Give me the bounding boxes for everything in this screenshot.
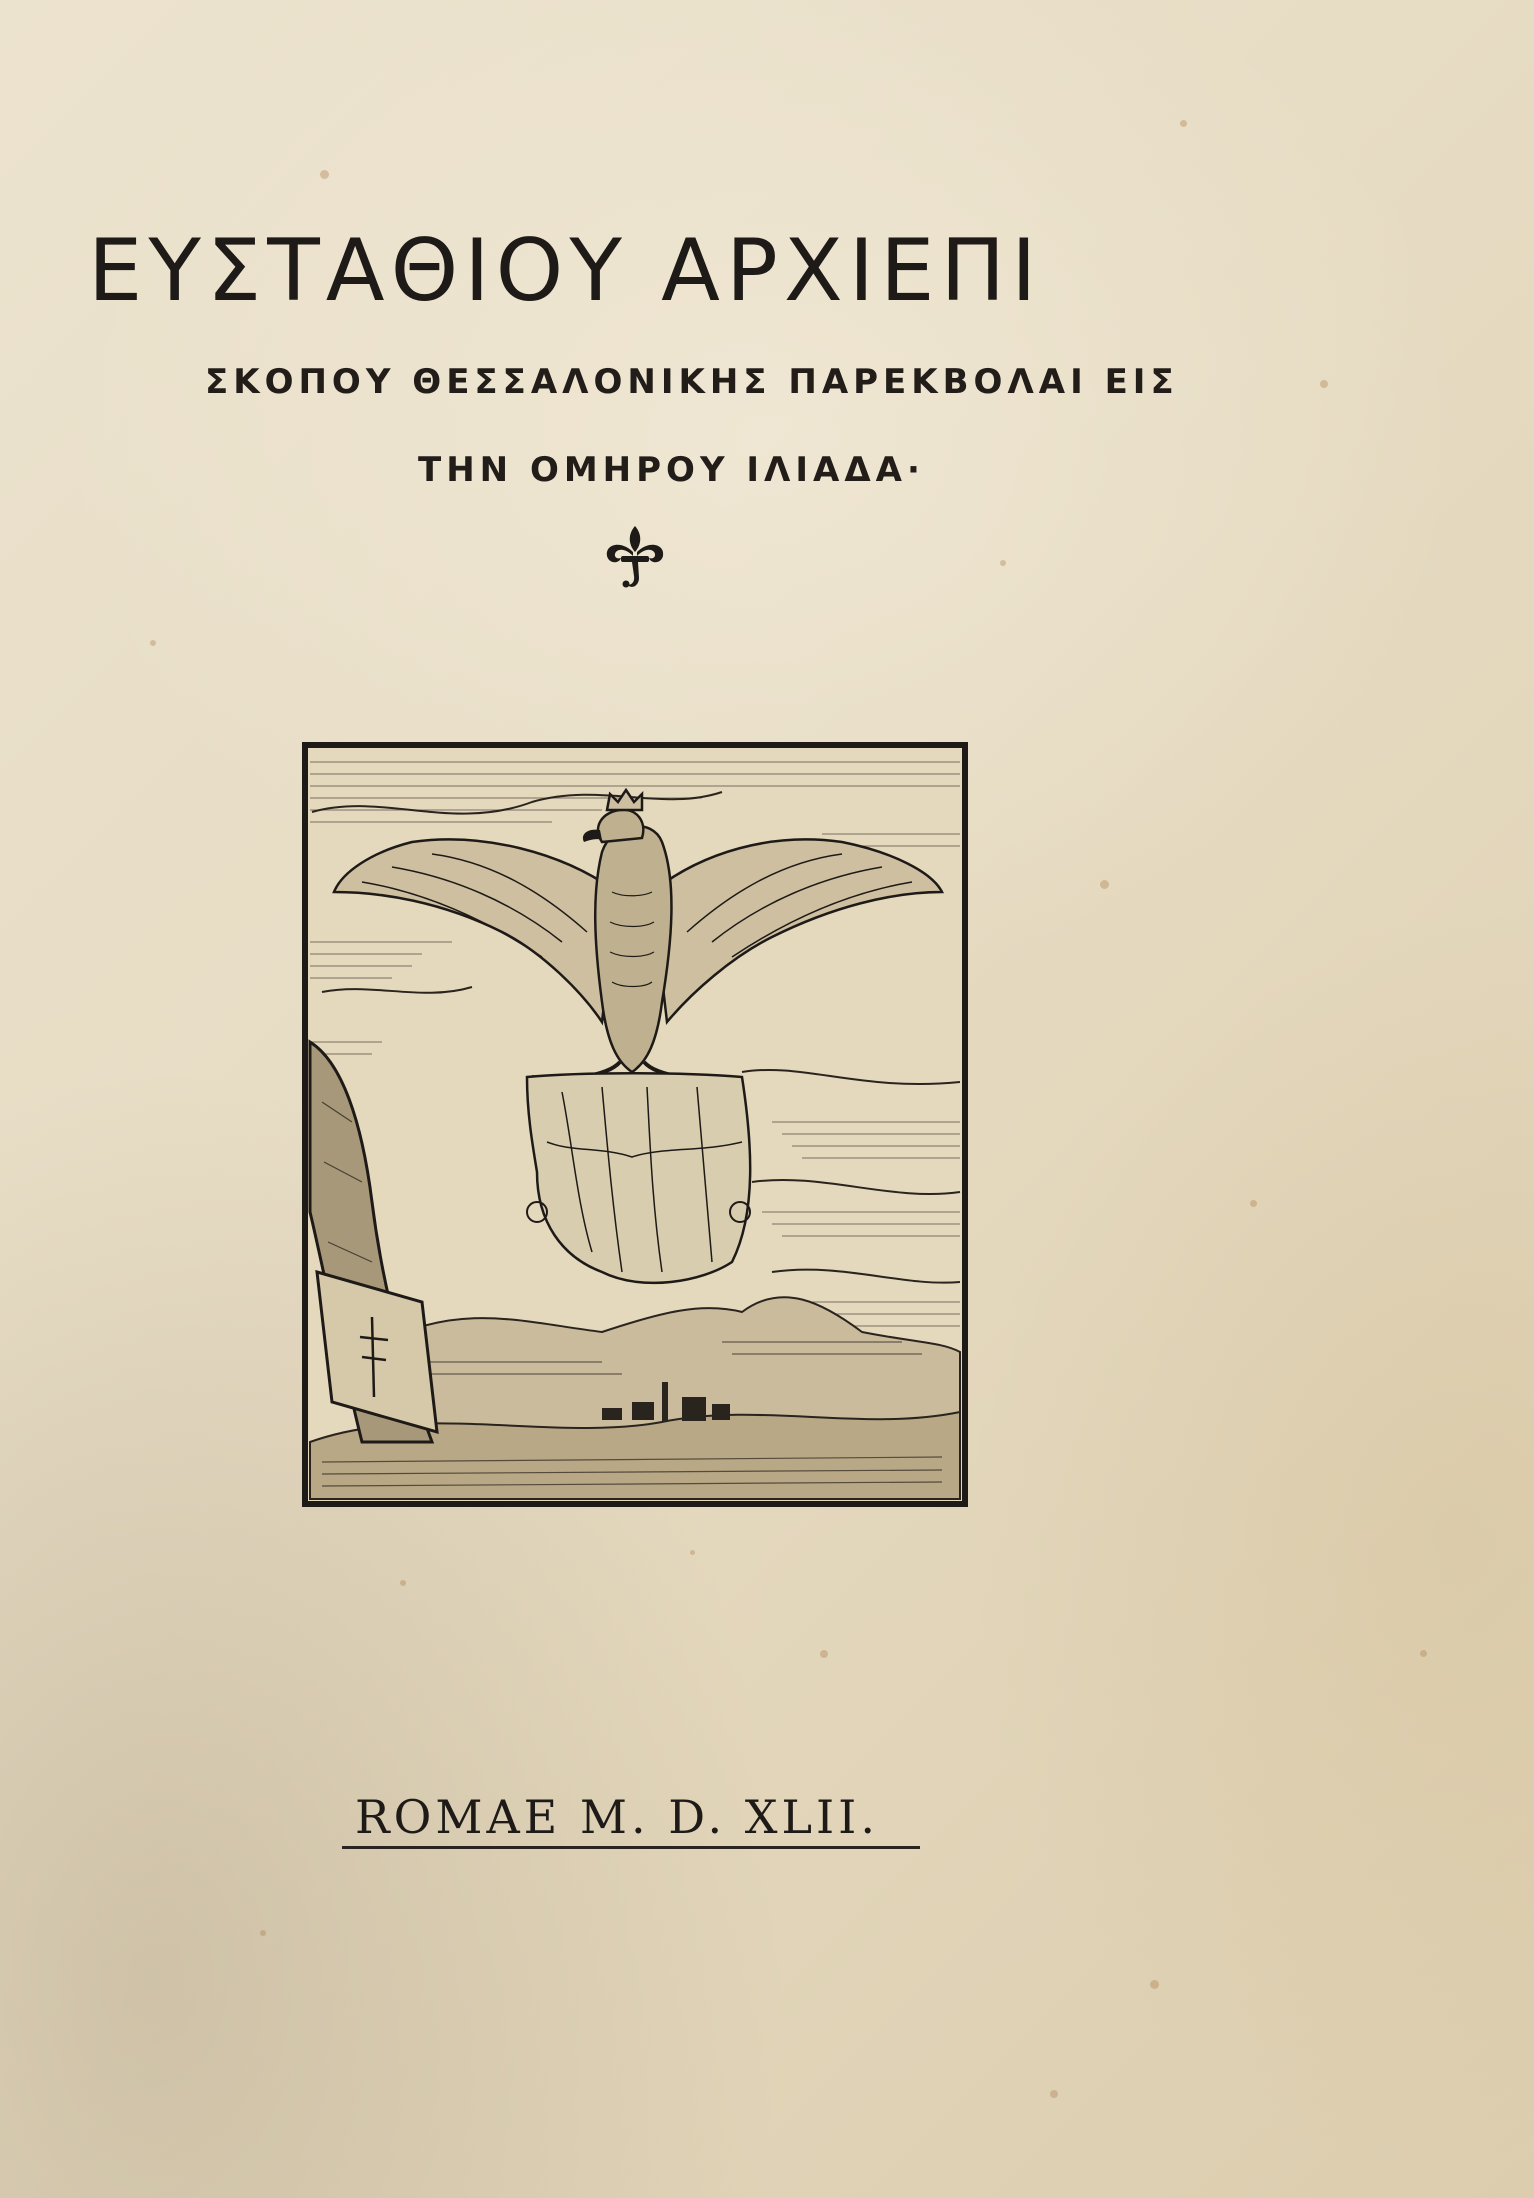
foxing-spot <box>1050 2090 1058 2098</box>
imprint-line: ROMAE M. D. XLII. <box>355 1790 879 1844</box>
foxing-spot <box>1320 380 1328 388</box>
foxing-spot <box>820 1650 828 1658</box>
woodcut-eagle-illustration <box>302 742 968 1507</box>
foxing-spot <box>1000 560 1006 566</box>
foxing-spot <box>1420 1650 1427 1657</box>
foxing-spot <box>400 1580 406 1586</box>
title-line-1: ΕΥΣΤΑΘΙΟΥ ΑΡΧΙΕΠΙ <box>88 221 1043 321</box>
foxing-spot <box>690 1550 695 1555</box>
foxing-spot <box>1100 880 1109 889</box>
foxing-spot <box>1180 120 1187 127</box>
foxing-spot <box>1150 1980 1159 1989</box>
foxing-spot <box>260 1930 266 1936</box>
foxing-spot <box>150 640 156 646</box>
foxing-spot <box>1250 1200 1257 1207</box>
title-line-3: ΤΗΝ ΟΜΗΡΟΥ ΙΛΙΑΔΑ· <box>418 450 925 490</box>
imprint-underline <box>342 1846 920 1849</box>
fleur-de-lis-icon <box>595 520 675 600</box>
foxing-spot <box>320 170 329 179</box>
title-line-2: ΣΚΟΠΟΥ ΘΕΣΣΑΛΟΝΙΚΗΣ ΠΑΡΕΚΒΟΛΑΙ ΕΙΣ <box>205 362 1179 402</box>
